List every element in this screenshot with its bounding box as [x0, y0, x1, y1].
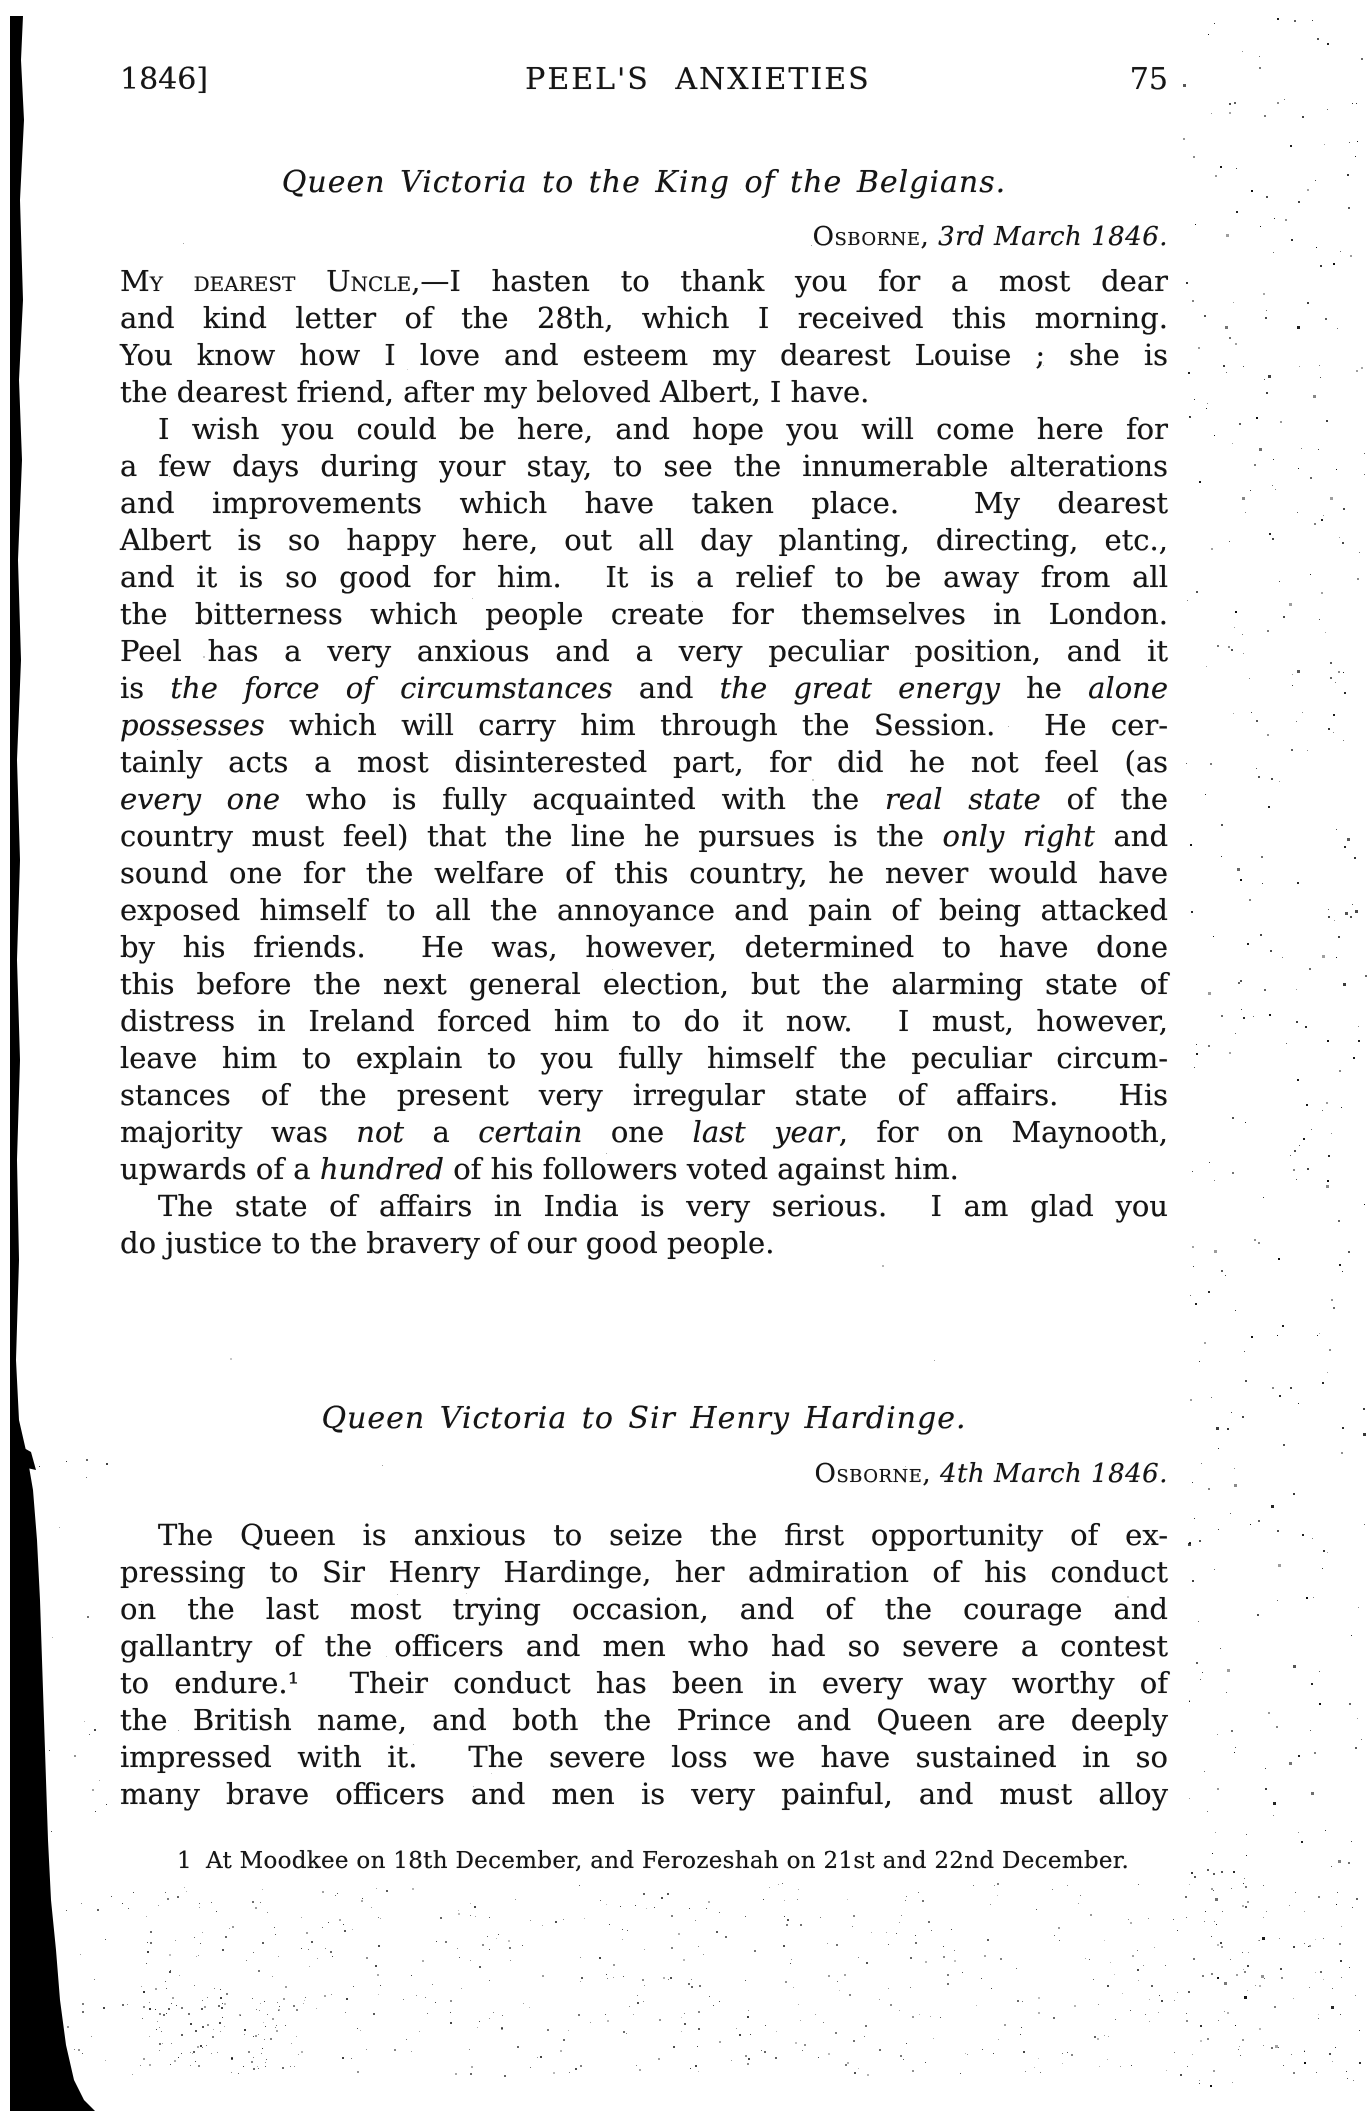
text-line: stances of the present very irregular state of affairs. His — [120, 1078, 1168, 1112]
text-line: upwards of a hundred of his followers voted against him. — [120, 1152, 959, 1186]
text-line: do justice to the bravery of our good people. — [120, 1226, 775, 1260]
year-marker: 1846] — [120, 62, 209, 97]
letter-body — [120, 1517, 1168, 1813]
text-line: every one who is fully acquainted with the real state of the — [120, 782, 1168, 816]
text-line: is the force of circumstances and the great energy he alone — [120, 671, 1169, 705]
text-line: and improvements which have taken place. My dearest — [120, 486, 1168, 520]
text-line: You know how I love and esteem my dearest Louise ; she is — [120, 338, 1168, 372]
text-line: possesses which will carry him through the Session. He cer- — [120, 708, 1168, 742]
text-line: majority was not a certain one last year, for on Maynooth, — [120, 1115, 1168, 1149]
text-line: exposed himself to all the annoyance and pain of being attacked — [120, 893, 1168, 927]
text-line: and it is so good for him. It is a relief to be away from all — [120, 560, 1168, 594]
text-line: by his friends. He was, however, determined to have done — [120, 930, 1168, 964]
text-line: the British name, and both the Prince and Queen are deeply — [120, 1703, 1168, 1737]
text-line: The state of affairs in India is very serious. I am glad you — [158, 1189, 1168, 1223]
text-line: Peel has a very anxious and a very peculiar position, and it — [120, 634, 1168, 668]
dateline-place: Osborne, — [812, 222, 930, 252]
dateline-place: Osborne, — [814, 1459, 932, 1489]
text-line: this before the next general election, but the alarming state of — [120, 967, 1168, 1001]
footnote — [177, 1848, 1129, 1874]
letter-title: Queen Victoria to Sir Henry Hardinge. — [321, 1401, 967, 1436]
text-line: I wish you could be here, and hope you will come here for — [158, 412, 1168, 446]
text-line: the bitterness which people create for themselves in London. — [120, 597, 1168, 631]
page-number: 75 — [1129, 62, 1168, 97]
text-line: impressed with it. The severe loss we have sustained in so — [120, 1740, 1168, 1774]
text-line: pressing to Sir Henry Hardinge, her admiration of his conduct — [120, 1555, 1168, 1589]
text-line: to endure.¹ Their conduct has been in every way worthy of — [120, 1666, 1168, 1700]
running-title: PEEL'S ANXIETIES — [525, 62, 871, 97]
text-line: country must feel) that the line he pursues is the only right and — [120, 819, 1169, 853]
page-header — [120, 62, 1168, 97]
page-content — [120, 0, 1168, 2111]
text-line: The Queen is anxious to seize the first opportunity of ex- — [158, 1518, 1168, 1552]
dateline-date: 4th March 1846. — [939, 1459, 1168, 1489]
letter-title: Queen Victoria to the King of the Belgians. — [281, 165, 1007, 200]
text-line: Albert is so happy here, out all day planting, directing, etc., — [120, 523, 1168, 557]
text-line: leave him to explain to you fully himself the peculiar circum- — [120, 1041, 1168, 1075]
dateline — [813, 222, 1168, 252]
text-line: tainly acts a most disinterested part, for did he not feel (as — [120, 745, 1168, 779]
text-line: gallantry of the officers and men who had so severe a contest — [120, 1629, 1168, 1663]
dateline — [815, 1459, 1169, 1489]
text-line: My dearest Uncle,—I hasten to thank you for a most dear — [120, 264, 1168, 298]
text-line: many brave officers and men is very painful, and must alloy — [120, 1777, 1168, 1811]
text-line: the dearest friend, after my beloved Albert, I have. — [120, 375, 870, 409]
footnote-text: At Moodkee on 18th December, and Ferozeshah on 21st and 22nd December. — [205, 1848, 1130, 1874]
dateline-date: 3rd March 1846. — [938, 222, 1168, 252]
footnote-marker: 1 — [177, 1848, 192, 1874]
text-line: distress in Ireland forced him to do it now. I must, however, — [120, 1004, 1168, 1038]
text-line: sound one for the welfare of this country, he never would have — [120, 856, 1168, 890]
text-line: and kind letter of the 28th, which I received this morning. — [120, 301, 1168, 335]
text-line: on the last most trying occasion, and of the courage and — [120, 1592, 1168, 1626]
letter-body — [120, 263, 1168, 1262]
text-line: a few days during your stay, to see the innumerable alterations — [120, 449, 1168, 483]
